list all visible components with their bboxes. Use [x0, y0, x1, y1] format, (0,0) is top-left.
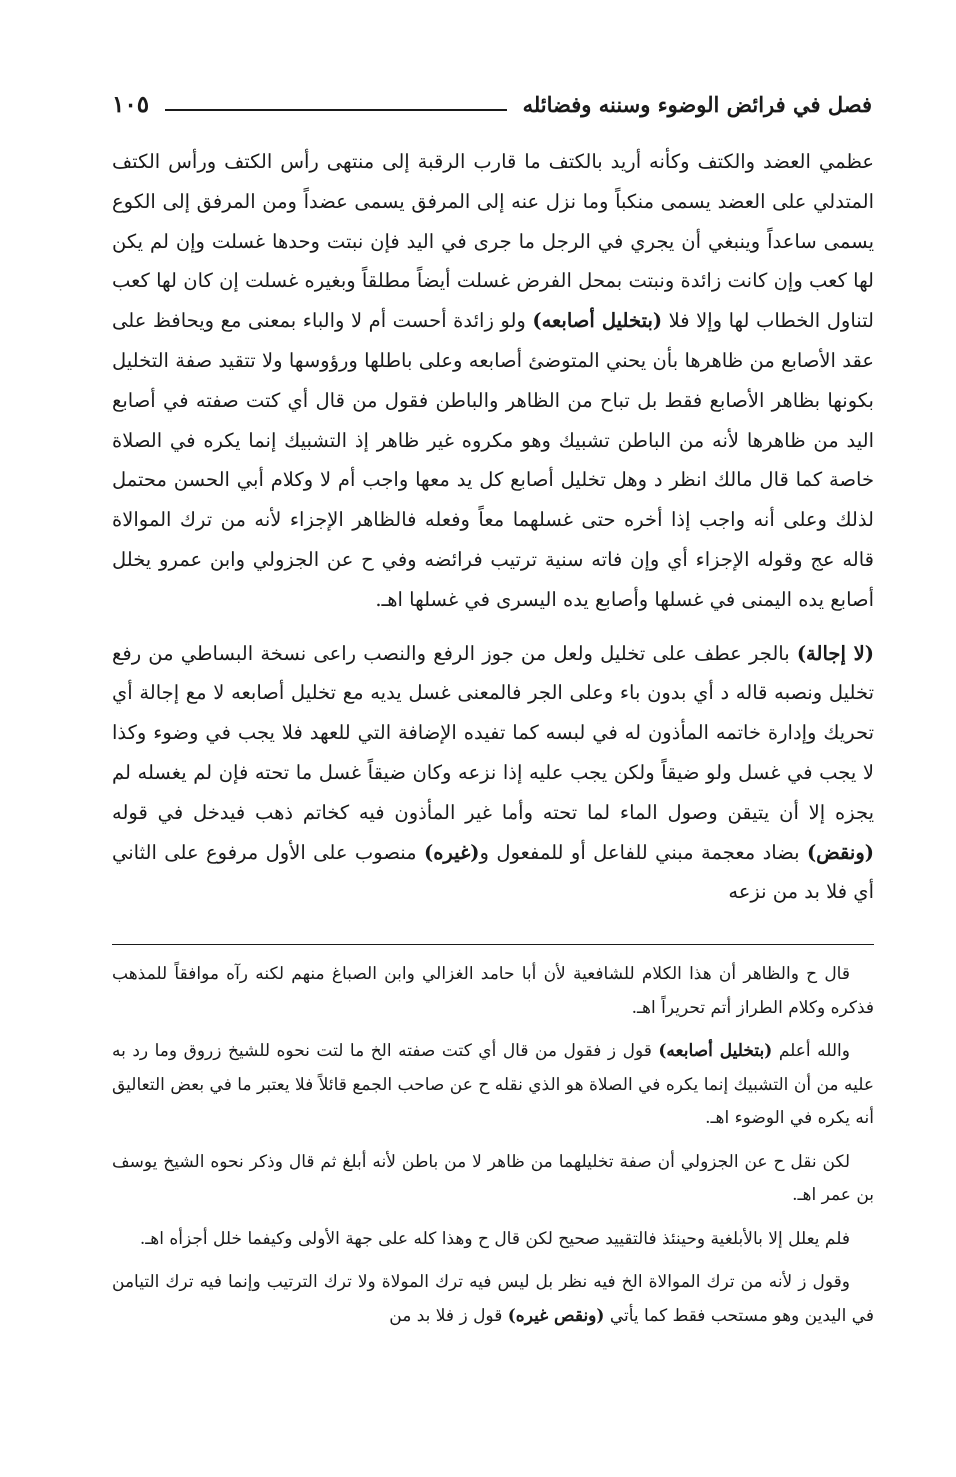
page-number: ١٠٥: [112, 90, 150, 118]
lemma-highlight: (ونقض): [806, 840, 874, 864]
footnote-paragraph: فلم يعلل إلا بالأبلغية وحينئذ فالتقييد صحيح لكن قال ح وهذا كله على جهة الأولى وكيفما خلل أجزأه اهـ.: [139, 1228, 850, 1249]
running-header: [112, 84, 872, 124]
footnotes: [112, 958, 874, 1343]
lemma-highlight: (بتخليل أصابعه): [532, 309, 663, 333]
text-run: بالجر عطف على تخليل ولعل من جوز الرفع والنصب راعى نسخة البساطي من رفع تخليل ونصبه قاله د أي بدون باء وعلى الجر فالمعنى غسل يديه مع تخليل أصابعه لا مع إجالة أي تحريك وإدارة خاتمه المأذون له في لبسه كما تفيده الإضافة التي للعهد فلا يجب في وضوء وكذا لا يجب في غسل ولو ضيقاً ولكن يجب عليه إذا نزعه وكان ضيقاً غسل ما تحته فإن لم يغسله لم يجزه إلا أن يتيقن وصول الماء لما تحته وأما غير المأذون فيه كخاتم ذهب فيدخل في قوله: [112, 641, 874, 824]
footnote-paragraph: [112, 1035, 874, 1136]
lemma-highlight: (بتخليل أصابعه): [658, 1041, 773, 1061]
text-run: منصوب على الأول مرفوع على الثاني أي فلا بد من نزعه: [112, 840, 874, 904]
footnote-separator: [112, 944, 874, 945]
lemma-highlight: (ونقص غيره): [507, 1305, 605, 1326]
lemma-highlight: (غيره): [423, 840, 480, 864]
text-run: بضاد معجمة مبني للفاعل أو للمفعول و: [479, 840, 807, 864]
main-paragraph: [112, 142, 874, 620]
text-run: قول ز فقول من قال أي كتت صفته الخ ما لتت نحوه للشيخ زروق وما رد به عليه من أن التشبيك إنما يكره في الصلاة هو الذي نقله ح عن صاحب الجمع قائلاً فلا يعتبر ما في بعض التعاليق أنه يكره في الوضوء اهـ.: [112, 1041, 874, 1128]
footnote-paragraph: قال ح والظاهر أن هذا الكلام للشافعية لأن أبا حامد الغزالي وابن الصباغ منهم لكنه رآه موافقاً للمذهب فذكره وكلام الطراز أتم تحريراً اهـ.: [112, 964, 874, 1018]
chapter-title: فصل في فرائض الوضوء وسننه وفضائله: [522, 91, 872, 117]
text-run: والله أعلم: [772, 1041, 850, 1061]
text-run: عظمي العضد والكتف وكأنه أريد بالكتف ما قارب الرقبة إلى منتهى رأس الكتف ورأس الكتف المتدلي على العضد يسمى منكباً وما نزل عنه إلى المرفق يسمى عضداً ومن المرفق إلى الكوع يسمى ساعداً وينبغي أن يجري في الرجل ما جرى في اليد فإن نبتت وحدها غسلت وإن لم يكن لها كعب وإن كانت زائدة ونبتت بمحل الفرض غسلت أيضاً مطلقاً وبغيره غسلت إن كان لها كعب لتناول الخطاب لها وإلا فلا: [112, 150, 874, 333]
lemma-highlight: (لا إجالة): [796, 641, 874, 665]
text-run: قول ز فلا بد من: [389, 1305, 508, 1326]
main-text: [112, 142, 874, 912]
footnote-paragraph: لكن نقل ح عن الجزولي أن صفة تخليلهما من ظاهر لا من باطن لأنه أبلغ ثم قال وذكر نحوه الشيخ يوسف بن عمر اهـ.: [112, 1151, 874, 1205]
text-run: وقول ز لأنه من ترك الموالاة الخ فيه نظر بل ليس فيه ترك المولاة ولا ترك الترتيب وإنما فيه ترك التيامن في اليدين وهو مستحب فقط كما يأتي: [112, 1272, 874, 1326]
main-paragraph: [112, 634, 874, 913]
footnote-paragraph: [112, 1266, 874, 1333]
header-rule: [165, 109, 507, 111]
text-run: ولو زائدة أحست أم لا والباء بمعنى مع ويحافظ على عقد الأصابع من ظاهرها بأن يحني المتوضئ أصابعه وعلى باطلها ورؤوسها ولا تتقيد صفة التخليل بكونها بظاهر الأصابع فقط بل تباح من الظاهر والباطن فقول من قال أي كتت صفته في أصابع اليد من ظاهرها لأنه من الباطن تشبيك وهو مكروه غير ظاهر إذ التشبيك إنما يكره في الصلاة خاصة كما قال مالك انظر د وهل تخليل أصابع كل يد معها واجب أم لا وكلام أبي الحسن محتمل لذلك وعلى أنه واجب إذا أخره حتى غسلهما معاً وفعله فالظاهر الإجزاء لأنه من ترك الموالاة قاله عج وقوله الإجزاء أي وإن فاته سنية ترتيب فرائضه وفي ح عن الجزولي وابن عمرو يخلل أصابع يده اليمنى في غسلها وأصابع يده اليسرى في غسلها اهـ.: [112, 309, 874, 611]
